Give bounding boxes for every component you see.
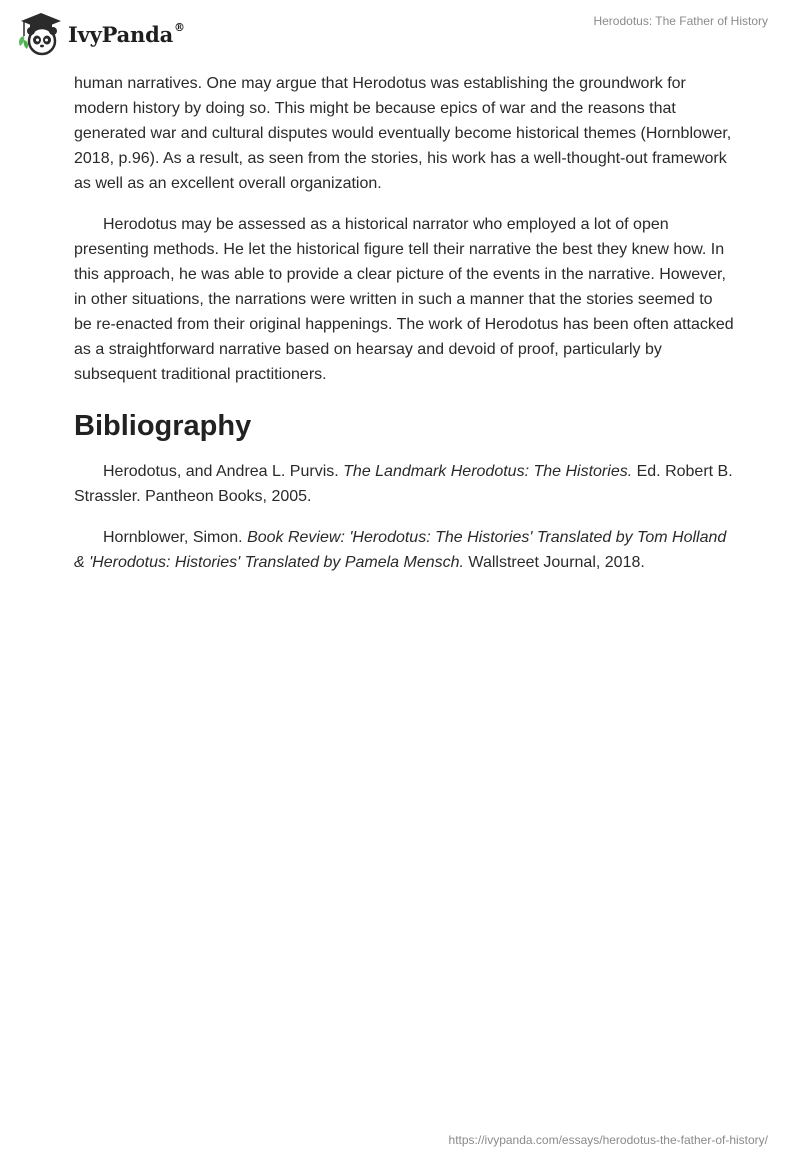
bib-title: The Landmark Herodotus: The Histories.	[343, 463, 633, 480]
page-header	[0, 0, 800, 62]
registered-mark: ®	[174, 20, 185, 34]
bibliography-entry	[74, 525, 734, 575]
body-paragraph: human narratives. One may argue that Herodotus was establishing the groundwork for modern history by doing so. This might be because epics of war and the reasons that generated war and cultural disputes would eventually become historical themes (Hornblower, 2018, p.96). As a result, as seen from the stories, his work has a well-thought-out framework as well as an excellent overall organization.	[74, 75, 732, 192]
bib-authors: Herodotus, and Andrea L. Purvis.	[103, 463, 344, 480]
bib-title: Book Review: 'Herodotus: The Histories' Translated by Tom Holland & 'Herodotus: Histories' Translated by Pamela Mensch.	[74, 529, 727, 571]
document-title: Herodotus: The Father of History	[593, 14, 768, 28]
source-url-link[interactable]: https://ivypanda.com/essays/herodotus-the-father-of-history/	[448, 1133, 768, 1147]
bib-details: Ed. Robert B. Strassler. Pantheon Books, 2005.	[74, 463, 733, 505]
bibliography-heading: Bibliography	[74, 410, 252, 442]
ivypanda-logo[interactable]	[16, 8, 185, 58]
body-paragraph: Herodotus may be assessed as a historical narrator who employed a lot of open presenting methods. He let the historical figure tell their narrative the best they knew how. In this approach, he was able to provide a clear picture of the events in the narrative. However, in other situations, the narrations were written in such a manner that the stories seemed to be re-enacted from their original happenings. The work of Herodotus has been often attacked as a straightforward narrative based on hearsay and devoid of proof, particularly by subsequent traditional practitioners.	[74, 216, 734, 383]
bib-authors: Hornblower, Simon.	[103, 529, 248, 546]
essay-content	[74, 71, 734, 575]
panda-graduate-icon	[16, 10, 62, 56]
bibliography-entry	[74, 459, 734, 509]
brand-name: IvyPanda®	[68, 20, 185, 47]
bib-details: Wallstreet Journal, 2018.	[463, 554, 645, 571]
